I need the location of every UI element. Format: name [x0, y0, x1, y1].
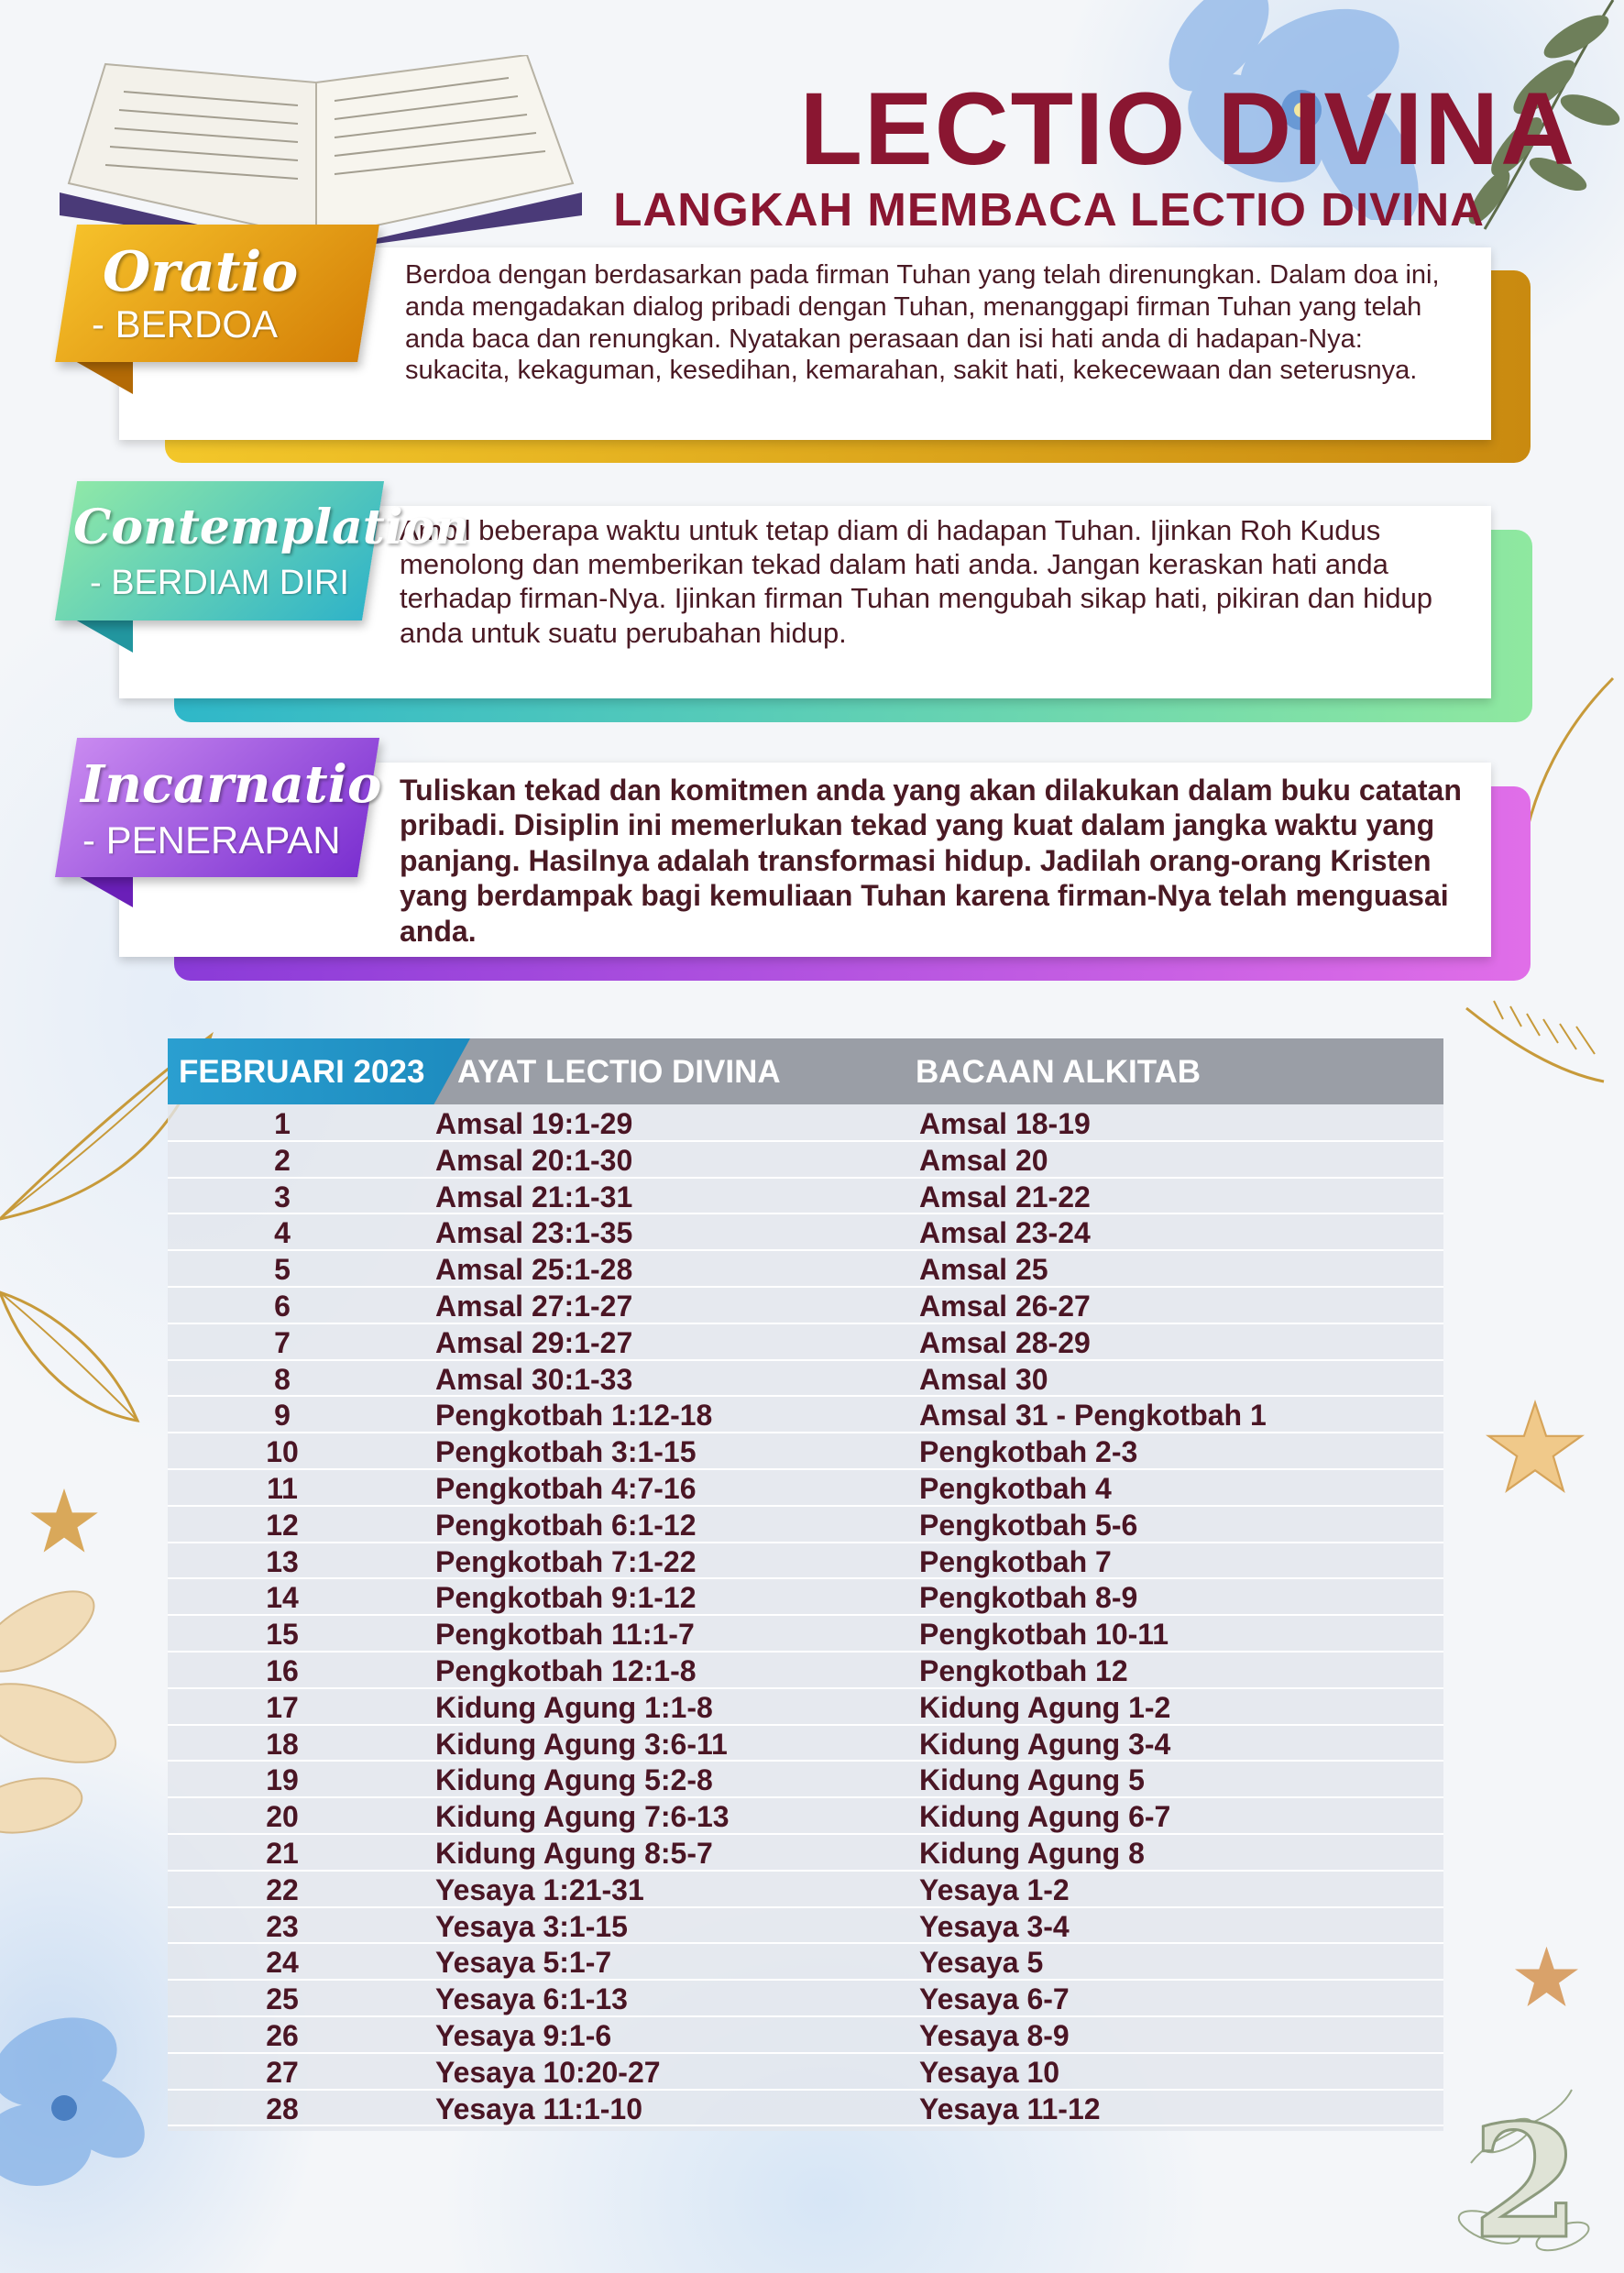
table-row	[168, 1726, 1443, 1762]
gold-leaf-icon	[0, 1274, 147, 1430]
incarnatio-title: Incarnatio	[81, 754, 382, 815]
bacaan-cell: Amsal 18-19	[919, 1107, 1091, 1140]
ayat-cell: Amsal 19:1-29	[435, 1107, 633, 1140]
table-row	[168, 1507, 1443, 1543]
star-icon	[1512, 1943, 1581, 2012]
blue-flower-icon	[0, 1971, 183, 2246]
ayat-cell: Yesaya 11:1-10	[435, 2092, 642, 2125]
oratio-text: Berdoa dengan berdasarkan pada firman Tuhan yang telah direnungkan. Dalam doa ini, anda mengadakan dialog pribadi dengan Tuhan, menanggapi firman Tuhan yang telah anda baca dan renungkan. Nyatakan perasaan dan isi hati anda di hadapan-Nya: sukacita, kekaguman, kesedihan, kemarahan, sakit hati, kekecewaan dan seterusnya.	[405, 260, 1440, 386]
bacaan-cell: Yesaya 1-2	[919, 1872, 1070, 1906]
bacaan-cell: Amsal 30	[919, 1362, 1048, 1396]
ayat-cell: Amsal 23:1-35	[435, 1216, 633, 1250]
table-row	[168, 1872, 1443, 1908]
table-row	[168, 1251, 1443, 1288]
ayat-cell: Amsal 21:1-31	[435, 1180, 633, 1213]
table-row	[168, 1324, 1443, 1361]
bacaan-cell: Amsal 26-27	[919, 1289, 1091, 1323]
bacaan-cell: Pengkotbah 12	[919, 1653, 1128, 1687]
header-month: FEBRUARI 2023	[179, 1054, 425, 1090]
table-row	[168, 1361, 1443, 1398]
bacaan-cell: Pengkotbah 7	[919, 1544, 1112, 1578]
ayat-cell: Pengkotbah 12:1-8	[435, 1653, 697, 1687]
table-row	[168, 1908, 1443, 1945]
day-cell: 21	[266, 1836, 299, 1870]
contemplation-text: Ambil beberapa waktu untuk tetap diam di hadapan Tuhan. Ijinkan Roh Kudus menolong dan memberikan tekad dalam hati anda. Jangan keraskan hati anda terhadap firman-Nya. Ijinkan firman Tuhan mengubah sikap hati, pikiran dan hidup anda untuk suatu perubahan hidup.	[400, 514, 1432, 649]
cream-flower-icon	[0, 1558, 137, 1870]
ayat-cell: Yesaya 6:1-13	[435, 1982, 628, 2016]
page-subtitle: LANGKAH MEMBACA LECTIO DIVINA	[613, 183, 1485, 236]
bible-icon	[50, 55, 591, 252]
ayat-cell: Kidung Agung 7:6-13	[435, 1800, 730, 1834]
contemplation-title: Contemplation	[73, 500, 470, 555]
day-cell: 22	[266, 1872, 299, 1906]
table-row	[168, 1616, 1443, 1653]
table-row	[168, 1689, 1443, 1726]
oratio-label: - BERDOA	[92, 302, 279, 346]
header-bacaan: BACAAN ALKITAB	[916, 1054, 1202, 1090]
star-icon	[1485, 1398, 1586, 1499]
table-row	[168, 1433, 1443, 1470]
day-cell: 14	[266, 1581, 299, 1615]
table-row	[168, 1653, 1443, 1689]
table-row	[168, 1762, 1443, 1798]
ayat-cell: Yesaya 1:21-31	[435, 1872, 644, 1906]
day-cell: 27	[266, 2055, 299, 2089]
star-icon	[27, 1485, 101, 1558]
table-row	[168, 1579, 1443, 1616]
bacaan-cell: Amsal 25	[919, 1253, 1048, 1287]
day-cell: 9	[274, 1399, 291, 1433]
day-cell: 15	[266, 1618, 299, 1652]
day-cell: 25	[266, 1982, 299, 2016]
ayat-cell: Kidung Agung 1:1-8	[435, 1690, 713, 1724]
bacaan-cell: Pengkotbah 8-9	[919, 1581, 1138, 1615]
table-row	[168, 1981, 1443, 2017]
bacaan-cell: Kidung Agung 6-7	[919, 1800, 1171, 1834]
oratio-title: Oratio	[103, 240, 299, 304]
day-cell: 13	[266, 1544, 299, 1578]
ayat-cell: Pengkotbah 6:1-12	[435, 1508, 697, 1542]
table-row	[168, 1288, 1443, 1324]
bacaan-cell: Pengkotbah 10-11	[919, 1618, 1169, 1652]
ayat-cell: Amsal 27:1-27	[435, 1289, 633, 1323]
bacaan-cell: Yesaya 11-12	[919, 2092, 1101, 2125]
bacaan-cell: Yesaya 6-7	[919, 1982, 1070, 2016]
day-cell: 16	[266, 1653, 299, 1687]
table-row	[168, 1214, 1443, 1251]
bacaan-cell: Pengkotbah 5-6	[919, 1508, 1138, 1542]
day-cell: 10	[266, 1435, 299, 1469]
table-row	[168, 2017, 1443, 2054]
day-cell: 24	[266, 1946, 299, 1980]
table-row	[168, 1105, 1443, 1142]
table-rows	[168, 1105, 1443, 2126]
bacaan-cell: Kidung Agung 1-2	[919, 1690, 1171, 1724]
table-row	[168, 1835, 1443, 1872]
table-row	[168, 1142, 1443, 1179]
floral-numeral-badge	[1453, 2053, 1608, 2264]
day-cell: 12	[266, 1508, 299, 1542]
table-row	[168, 1543, 1443, 1580]
day-cell: 6	[274, 1289, 291, 1323]
day-cell: 23	[266, 1909, 299, 1943]
ayat-cell: Yesaya 10:20-27	[435, 2055, 661, 2089]
ayat-cell: Amsal 20:1-30	[435, 1143, 633, 1177]
ayat-cell: Pengkotbah 4:7-16	[435, 1471, 697, 1505]
ayat-cell: Amsal 29:1-27	[435, 1325, 633, 1359]
day-cell: 4	[274, 1216, 291, 1250]
ayat-cell: Pengkotbah 9:1-12	[435, 1581, 697, 1615]
bacaan-cell: Amsal 31 - Pengkotbah 1	[919, 1399, 1267, 1433]
day-cell: 1	[274, 1107, 291, 1140]
incarnatio-text: Tuliskan tekad dan komitmen anda yang akan dilakukan dalam buku catatan pribadi. Disiplin ini memerlukan tekad yang kuat dalam jangka waktu yang panjang. Hasilnya adalah transformasi hidup. Jadilah orang-orang Kristen yang berdampak bagi kemuliaan Tuhan karena firman-Nya telah menguasai anda.	[400, 774, 1462, 948]
ayat-cell: Amsal 25:1-28	[435, 1253, 633, 1287]
bacaan-cell: Amsal 28-29	[919, 1325, 1091, 1359]
bacaan-cell: Yesaya 3-4	[919, 1909, 1070, 1943]
ayat-cell: Kidung Agung 3:6-11	[435, 1727, 728, 1761]
ayat-cell: Yesaya 3:1-15	[435, 1909, 628, 1943]
ayat-cell: Pengkotbah 7:1-22	[435, 1544, 697, 1578]
incarnatio-label: - PENERAPAN	[82, 818, 341, 862]
table-row	[168, 2091, 1443, 2127]
table-row	[168, 1397, 1443, 1433]
ayat-cell: Kidung Agung 5:2-8	[435, 1763, 713, 1797]
day-cell: 19	[266, 1763, 299, 1797]
table-row	[168, 1798, 1443, 1835]
table-row	[168, 2054, 1443, 2091]
header-ayat: AYAT LECTIO DIVINA	[457, 1054, 781, 1090]
contemplation-label: - BERDIAM DIRI	[90, 564, 349, 602]
ayat-cell: Kidung Agung 8:5-7	[435, 1836, 713, 1870]
page-title: LECTIO DIVINA	[799, 71, 1576, 186]
bacaan-cell: Amsal 20	[919, 1143, 1048, 1177]
oratio-tag-fold	[69, 357, 133, 394]
bacaan-cell: Pengkotbah 4	[919, 1471, 1112, 1505]
day-cell: 8	[274, 1362, 291, 1396]
bacaan-cell: Amsal 21-22	[919, 1180, 1091, 1213]
table-row	[168, 1944, 1443, 1981]
day-cell: 11	[267, 1471, 298, 1505]
contemplation-tag-fold	[69, 616, 133, 653]
ayat-cell: Pengkotbah 3:1-15	[435, 1435, 697, 1469]
ayat-cell: Pengkotbah 11:1-7	[435, 1618, 695, 1652]
badge-numeral: 2	[1471, 2091, 1581, 2264]
ayat-cell: Yesaya 9:1-6	[435, 2018, 612, 2052]
bacaan-cell: Kidung Agung 3-4	[919, 1727, 1171, 1761]
bacaan-cell: Kidung Agung 8	[919, 1836, 1145, 1870]
day-cell: 18	[266, 1727, 299, 1761]
bacaan-cell: Pengkotbah 2-3	[919, 1435, 1138, 1469]
bacaan-cell: Yesaya 8-9	[919, 2018, 1070, 2052]
reading-schedule-table	[168, 1038, 1443, 2131]
ayat-cell: Amsal 30:1-33	[435, 1362, 633, 1396]
day-cell: 17	[266, 1690, 299, 1724]
bacaan-cell: Kidung Agung 5	[919, 1763, 1145, 1797]
day-cell: 26	[266, 2018, 299, 2052]
day-cell: 20	[266, 1800, 299, 1834]
table-row	[168, 1470, 1443, 1507]
day-cell: 28	[266, 2092, 299, 2125]
day-cell: 7	[274, 1325, 291, 1359]
bacaan-cell: Yesaya 10	[919, 2055, 1060, 2089]
bacaan-cell: Amsal 23-24	[919, 1216, 1091, 1250]
bacaan-cell: Yesaya 5	[919, 1946, 1044, 1980]
ayat-cell: Yesaya 5:1-7	[435, 1946, 612, 1980]
day-cell: 5	[274, 1253, 291, 1287]
day-cell: 2	[274, 1143, 291, 1177]
ayat-cell: Pengkotbah 1:12-18	[435, 1399, 713, 1433]
day-cell: 3	[274, 1180, 291, 1213]
table-row	[168, 1179, 1443, 1215]
